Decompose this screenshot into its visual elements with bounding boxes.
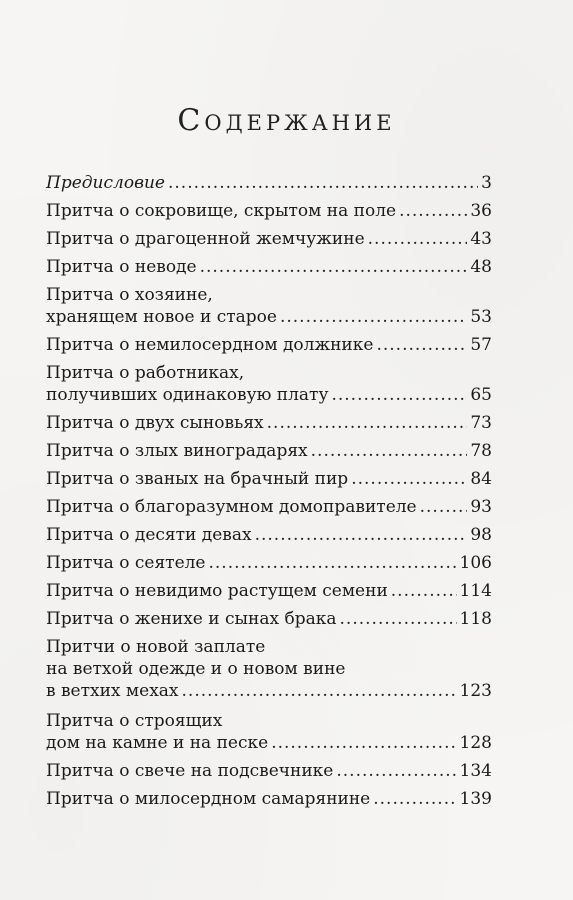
toc-page-number: 43 xyxy=(470,229,492,249)
dot-leader xyxy=(255,524,468,546)
toc-entry-row xyxy=(46,172,492,194)
toc-page-number: 73 xyxy=(470,413,492,433)
dot-leader xyxy=(373,788,456,810)
toc-entry xyxy=(46,710,492,754)
toc-entry-title-line: Предисловие xyxy=(46,173,165,193)
toc-entry-row xyxy=(46,760,492,782)
toc-page-number: 84 xyxy=(470,469,492,489)
toc-entry-row xyxy=(46,256,492,278)
dot-leader xyxy=(271,732,456,754)
toc-entry-row xyxy=(46,580,492,602)
toc-entry-title-line: хранящем новое и старое xyxy=(46,307,277,327)
toc-entry-title-line: Притча о работниках, xyxy=(46,363,245,383)
dot-leader xyxy=(331,384,467,406)
toc-entry-row xyxy=(46,306,492,328)
dot-leader xyxy=(168,172,478,194)
toc-entry-title-line: Притча о неводе xyxy=(46,257,197,277)
toc-entry xyxy=(46,362,492,406)
toc-entry xyxy=(46,636,492,702)
toc-entry xyxy=(46,468,492,490)
dot-leader xyxy=(420,496,468,518)
toc-page-number: 118 xyxy=(459,609,492,629)
dot-leader xyxy=(311,440,468,462)
toc-entry-title-line: получивших одинаковую плату xyxy=(46,385,329,405)
toc-entry xyxy=(46,200,492,222)
toc-entry xyxy=(46,524,492,546)
toc-entry-row xyxy=(46,732,492,754)
toc-entry xyxy=(46,496,492,518)
toc-page-number: 139 xyxy=(459,789,492,809)
toc-page-number: 134 xyxy=(459,761,492,781)
toc-page-number: 3 xyxy=(481,173,492,193)
toc-page-number: 48 xyxy=(470,257,492,277)
dot-leader xyxy=(280,306,467,328)
toc-entry xyxy=(46,256,492,278)
toc-entry xyxy=(46,580,492,602)
toc-entry xyxy=(46,788,492,810)
dot-leader xyxy=(267,412,468,434)
toc-entry-title-line: Притча о злых виноградарях xyxy=(46,441,308,461)
toc-page-number: 106 xyxy=(459,553,492,573)
dot-leader xyxy=(399,200,467,222)
toc-entry-title-line: дом на камне и на песке xyxy=(46,733,269,753)
toc-entry-row xyxy=(46,200,492,222)
toc-page-number: 65 xyxy=(470,385,492,405)
toc-page-number: 128 xyxy=(459,733,492,753)
toc-entry-row xyxy=(46,552,492,574)
toc-entry-title-line: Притча о немилосердном должнике xyxy=(46,335,374,355)
toc-entry-title-line: Притча о строящих xyxy=(46,711,223,731)
toc-entry xyxy=(46,284,492,328)
toc-page-number: 98 xyxy=(470,525,492,545)
toc-entry-title-line: Притча о сокровище, скрытом на поле xyxy=(46,201,397,221)
toc-entry-row xyxy=(46,384,492,406)
toc-entry-row xyxy=(46,228,492,250)
toc-entry-row xyxy=(46,440,492,462)
toc-entry-title-line: Притча о двух сыновьях xyxy=(46,413,264,433)
toc-entry xyxy=(46,760,492,782)
toc-entry-title-line: Притча о хозяине, xyxy=(46,285,213,305)
toc-page-number: 78 xyxy=(470,441,492,461)
toc-entry-title-line: Притча о драгоценной жемчужине xyxy=(46,229,365,249)
toc-entry-title-line: Притча о званых на брачный пир xyxy=(46,469,349,489)
toc-entry-title-line: Притча о сеятеле xyxy=(46,553,206,573)
toc-page-number: 123 xyxy=(459,681,492,701)
toc-entry xyxy=(46,228,492,250)
toc-page-number: 36 xyxy=(470,201,492,221)
toc-entry-title-line: Притча о благоразумном домоправителе xyxy=(46,497,417,517)
dot-leader xyxy=(336,760,456,782)
dot-leader xyxy=(376,334,467,356)
toc-page-number: 93 xyxy=(470,497,492,517)
toc-entry xyxy=(46,172,492,194)
toc-entry-title-line: Притча о невидимо растущем семени xyxy=(46,581,388,601)
page-title: Содержание xyxy=(177,103,396,138)
toc-entry-row xyxy=(46,524,492,546)
toc-entry-title-line: Притчи о новой заплате xyxy=(46,637,266,657)
toc-entry-row xyxy=(46,468,492,490)
dot-leader xyxy=(182,680,457,702)
toc-entry xyxy=(46,334,492,356)
toc-page-number: 114 xyxy=(459,581,492,601)
toc-entry-title-line: Притча о свече на подсвечнике xyxy=(46,761,334,781)
dot-leader xyxy=(200,256,468,278)
table-of-contents xyxy=(46,166,492,810)
toc-entry-row xyxy=(46,788,492,810)
dot-leader xyxy=(209,552,457,574)
toc-entry xyxy=(46,412,492,434)
dot-leader xyxy=(368,228,468,250)
dot-leader xyxy=(340,608,457,630)
toc-entry-title-line: в ветхих мехах xyxy=(46,681,179,701)
toc-entry xyxy=(46,608,492,630)
toc-entry-title-line: Притча о милосердном самарянине xyxy=(46,789,371,809)
toc-entry-row xyxy=(46,608,492,630)
dot-leader xyxy=(391,580,457,602)
toc-entry-row xyxy=(46,680,492,702)
toc-entry-title-line: Притча о десяти девах xyxy=(46,525,252,545)
toc-entry-title-line: Притча о женихе и сынах брака xyxy=(46,609,337,629)
toc-page-number: 57 xyxy=(470,335,492,355)
toc-entry-row xyxy=(46,496,492,518)
toc-page-number: 53 xyxy=(470,307,492,327)
toc-entry xyxy=(46,552,492,574)
dot-leader xyxy=(351,468,467,490)
toc-entry-row xyxy=(46,334,492,356)
toc-entry xyxy=(46,440,492,462)
toc-entry-title-line: на ветхой одежде и о новом вине xyxy=(46,659,346,679)
toc-entry-row xyxy=(46,412,492,434)
